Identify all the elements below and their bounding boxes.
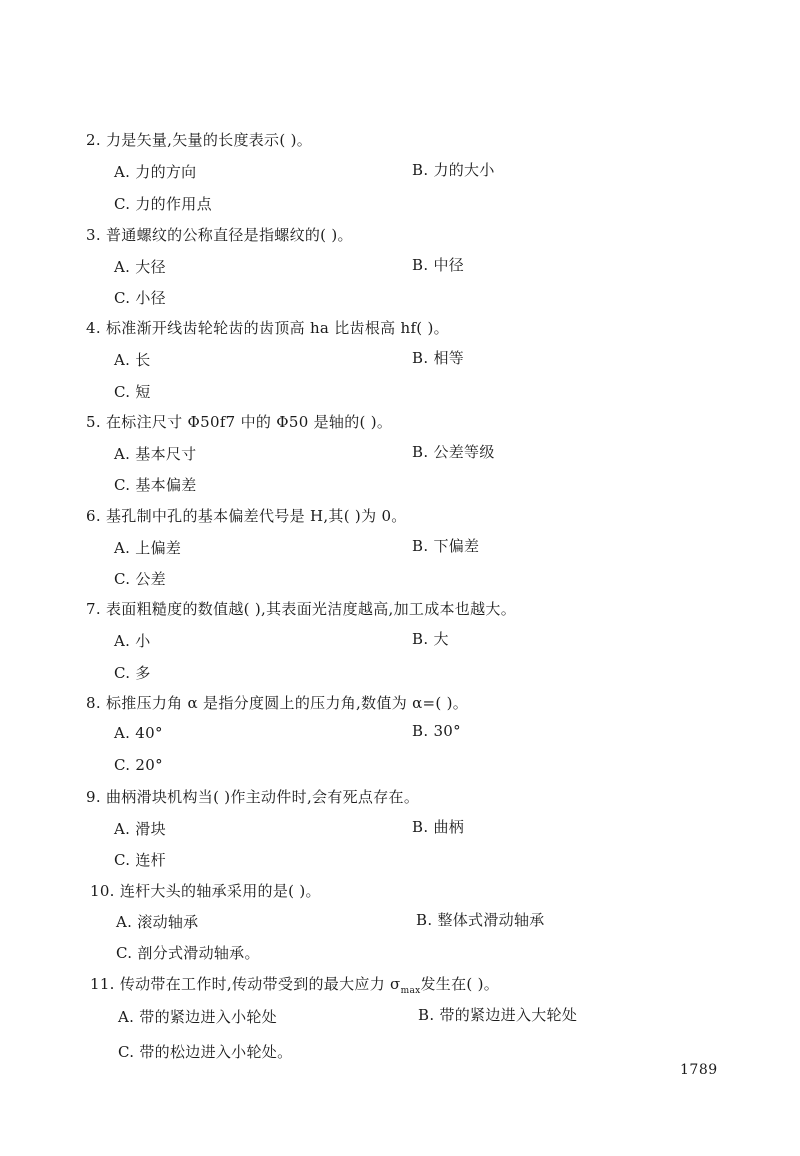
question-10-option-c: C. 剖分式滑动轴承。	[116, 944, 260, 962]
question-6-option-a: A. 上偏差	[114, 539, 182, 557]
question-11-option-b: B. 带的紧边进入大轮处	[418, 1006, 578, 1024]
page-number: 1789	[680, 1062, 718, 1078]
question-7-option-a: A. 小	[114, 632, 151, 650]
question-10-option-b: B. 整体式滑动轴承	[416, 911, 545, 929]
question-8-stem: 8. 标推压力角 α 是指分度圆上的压力角,数值为 α=( )。	[86, 694, 469, 712]
question-7-option-c: C. 多	[114, 664, 151, 682]
question-11-option-a: A. 带的紧边进入小轮处	[118, 1008, 277, 1026]
question-8-option-b: B. 30°	[412, 722, 461, 740]
question-5-option-b: B. 公差等级	[412, 443, 495, 461]
question-2-option-c: C. 力的作用点	[114, 195, 212, 213]
question-10-option-a: A. 滚动轴承	[116, 913, 199, 931]
question-6-stem: 6. 基孔制中孔的基本偏差代号是 H,其( )为 0。	[86, 507, 407, 525]
question-11-stem-tail: 发生在( )。	[420, 975, 500, 993]
question-5-option-c: C. 基本偏差	[114, 476, 197, 494]
question-5-stem: 5. 在标注尺寸 Φ50f7 中的 Φ50 是轴的( )。	[86, 413, 393, 431]
question-4-option-a: A. 长	[114, 351, 151, 369]
question-2-option-b: B. 力的大小	[412, 161, 495, 179]
question-3-option-a: A. 大径	[114, 258, 166, 276]
question-2-stem: 2. 力是矢量,矢量的长度表示( )。	[86, 131, 313, 149]
question-9-stem: 9. 曲柄滑块机构当( )作主动件时,会有死点存在。	[86, 788, 420, 806]
question-8-option-c: C. 20°	[114, 756, 163, 774]
question-2-option-a: A. 力的方向	[114, 163, 197, 181]
question-7-option-b: B. 大	[412, 630, 449, 648]
question-5-option-a: A. 基本尺寸	[114, 445, 197, 463]
question-9-option-c: C. 连杆	[114, 851, 166, 869]
question-4-option-c: C. 短	[114, 383, 151, 401]
question-6-option-c: C. 公差	[114, 570, 166, 588]
question-9-option-b: B. 曲柄	[412, 818, 465, 836]
question-7-stem: 7. 表面粗糙度的数值越( ),其表面光洁度越高,加工成本也越大。	[86, 600, 516, 618]
sigma-max-subscript: max	[400, 986, 421, 996]
question-3-option-b: B. 中径	[412, 256, 465, 274]
question-11-stem	[90, 973, 499, 996]
question-11-option-c: C. 带的松边进入小轮处。	[118, 1043, 293, 1061]
question-10-stem: 10. 连杆大头的轴承采用的是( )。	[90, 882, 321, 900]
question-11-stem-text: 11. 传动带在工作时,传动带受到的最大应力 σ	[90, 975, 401, 993]
question-4-stem: 4. 标准渐开线齿轮轮齿的齿顶高 ha 比齿根高 hf( )。	[86, 319, 449, 337]
question-3-option-c: C. 小径	[114, 289, 166, 307]
question-4-option-b: B. 相等	[412, 349, 465, 367]
question-3-stem: 3. 普通螺纹的公称直径是指螺纹的( )。	[86, 226, 353, 244]
question-9-option-a: A. 滑块	[114, 820, 166, 838]
question-6-option-b: B. 下偏差	[412, 537, 480, 555]
question-8-option-a: A. 40°	[114, 724, 163, 742]
